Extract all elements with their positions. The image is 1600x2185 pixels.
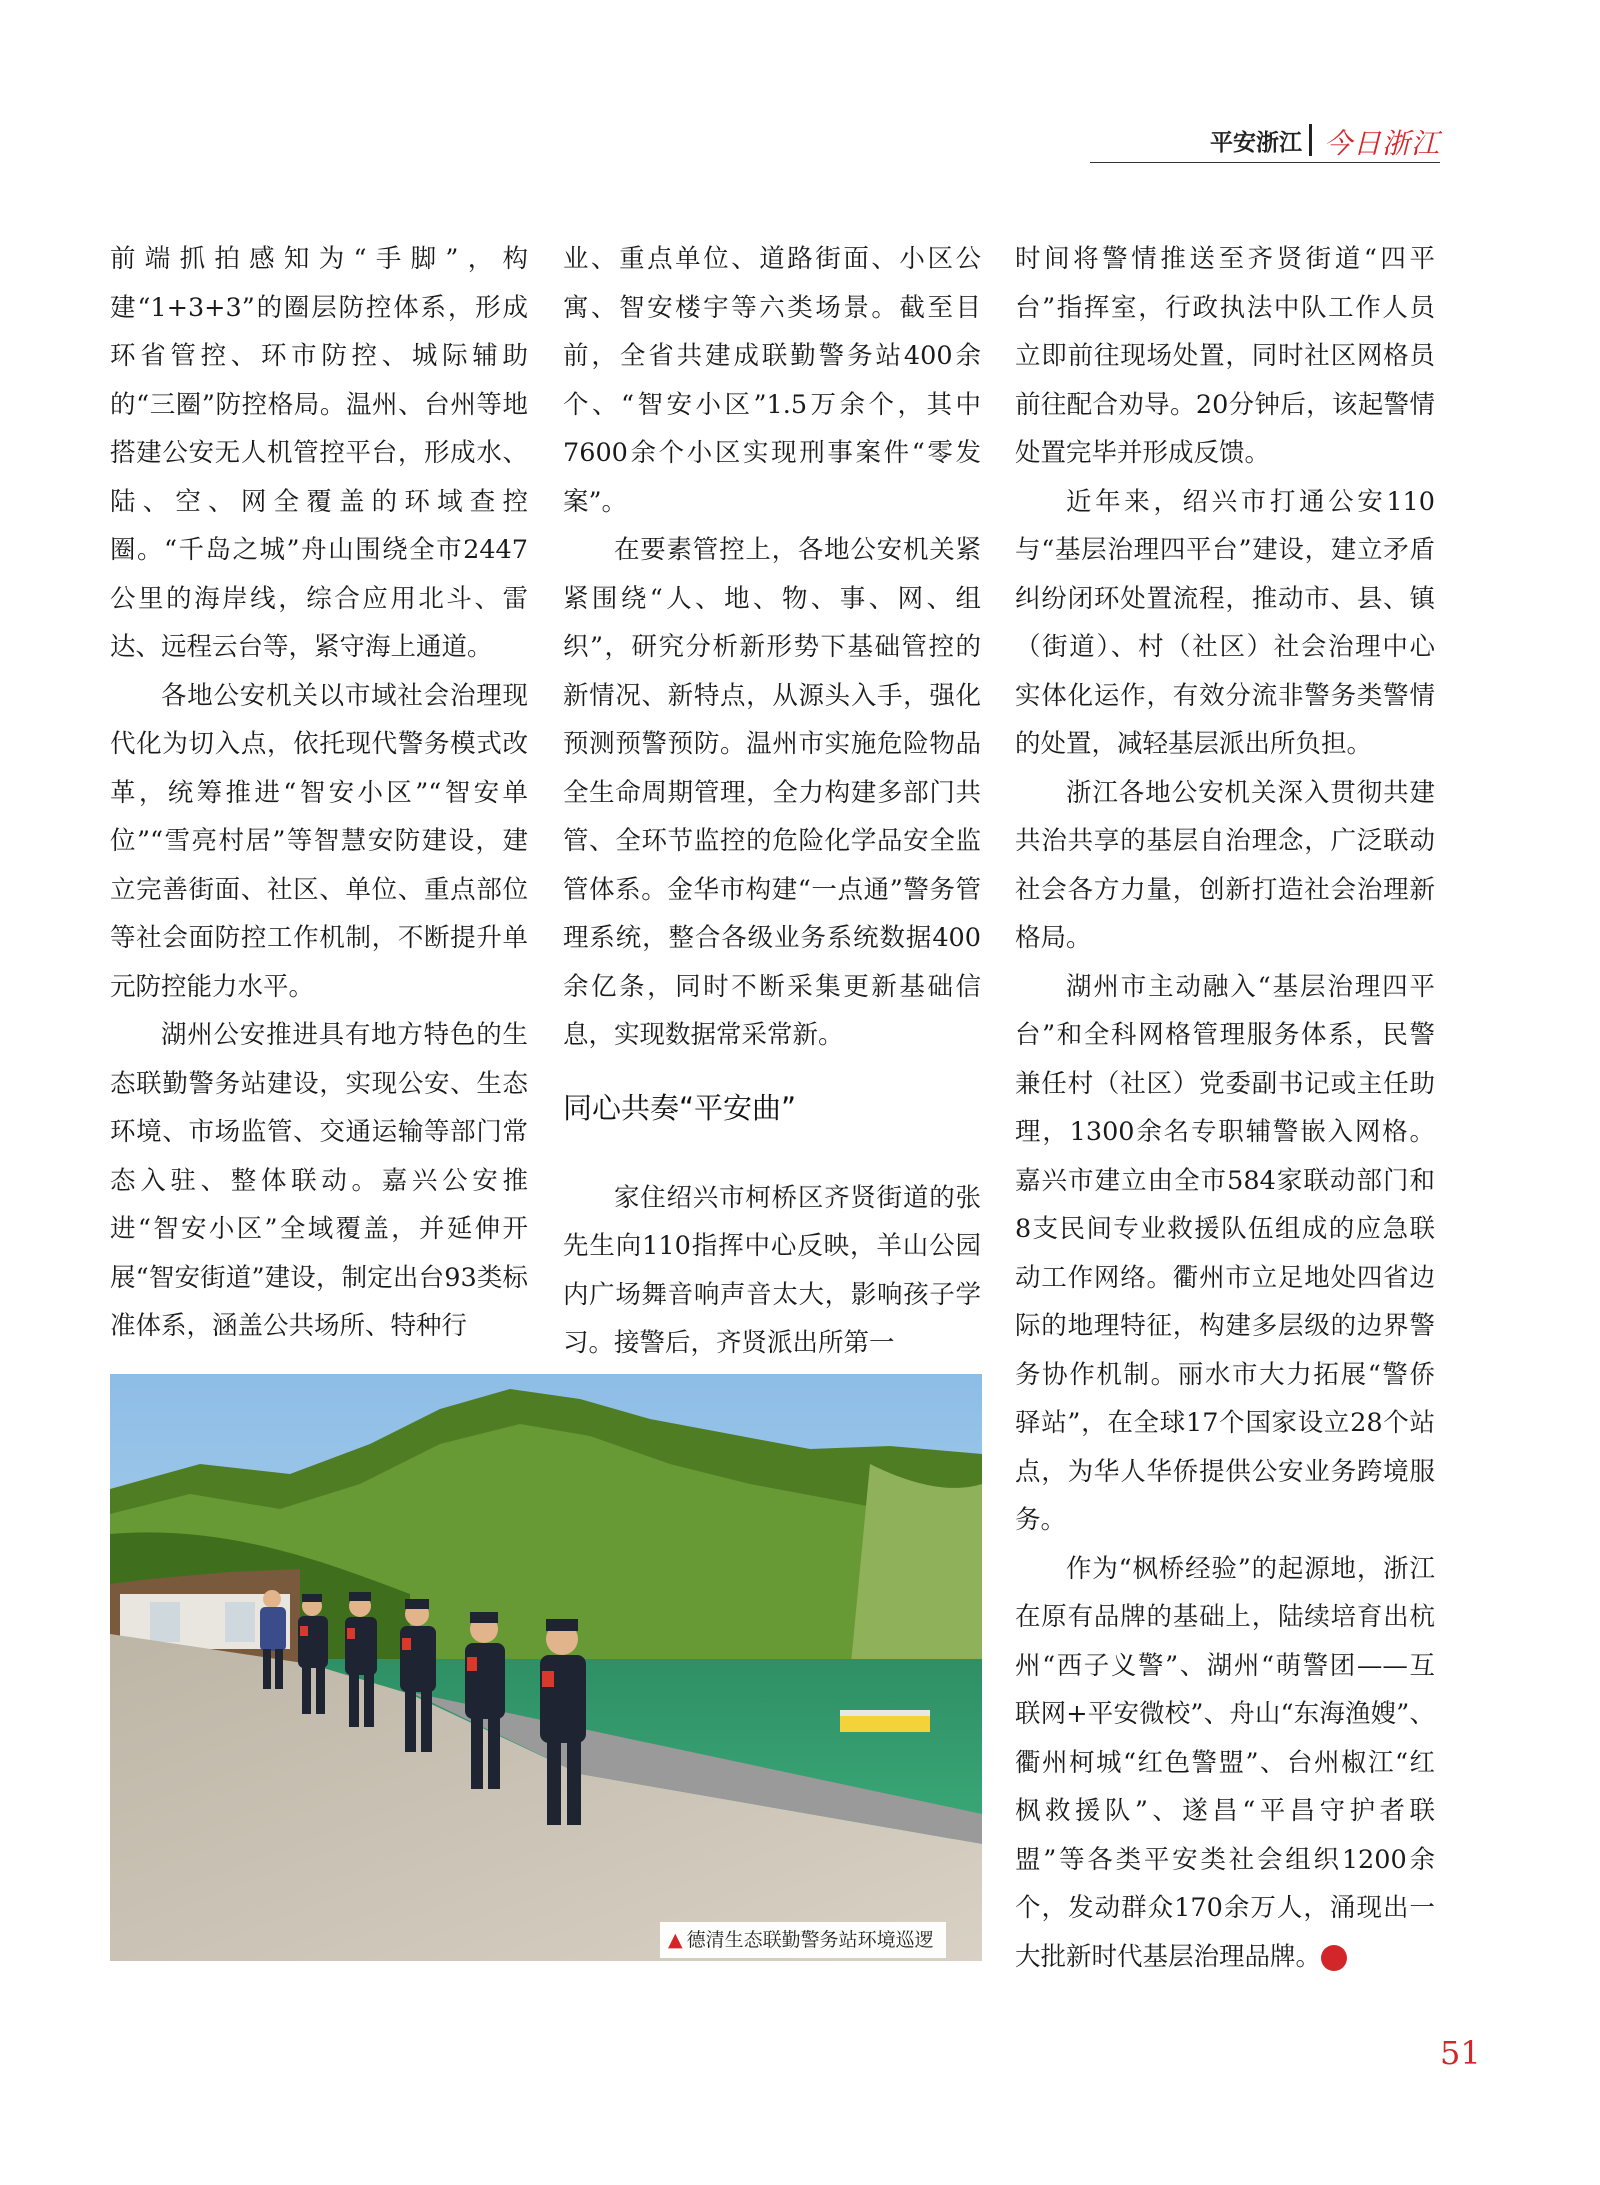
page-header	[1090, 122, 1440, 163]
section-subheading: 同心共奏“平安曲”	[563, 1090, 797, 1125]
paragraph: 业、重点单位、道路街面、小区公寓、智安楼宇等六类场景。截至目前，全省共建成联勤警务站400余个、“智安小区”1.5万余个，其中7600余个小区实现刑事案件“零发案”。	[563, 244, 981, 517]
paragraph: 浙江各地公安机关深入贯彻共建共治共享的基层自治理念，广泛联动社会各方力量，创新打造社会治理新格局。	[1015, 777, 1435, 953]
header-divider	[1309, 124, 1312, 156]
patrol-photo	[110, 1374, 982, 1961]
paragraph: 家住绍兴市柯桥区齐贤街道的张先生向110指挥中心反映，羊山公园内广场舞音响声音太大，影响孩子学习。接警后，齐贤派出所第一	[563, 1182, 981, 1358]
sunlit-trees	[850, 1464, 982, 1674]
paragraph: 时间将警情推送至齐贤街道“四平台”指挥室，行政执法中队工作人员立即前往现场处置，同时社区网格员前往配合劝导。20分钟后，该起警情处置完毕并形成反馈。	[1015, 244, 1435, 468]
paragraph: 在要素管控上，各地公安机关紧紧围绕“人、地、物、事、网、组织”，研究分析新形势下基础管控的新情况、新特点，从源头入手，强化预测预警预防。温州市实施危险物品全生命周期管理，全力构建多部门共管、全环节监控的危险化学品安全监管体系。金华市构建“一点通”警务管理系统，整合各级业务系统数据400余亿条，同时不断采集更新基础信息，实现数据常采常新。	[563, 535, 981, 1050]
page-number: 51	[1440, 2034, 1481, 2072]
paragraph: 前端抓拍感知为“手脚”，构建“1+3+3”的圈层防控体系，形成环省管控、环市防控、城际辅助的“三圈”防控格局。温州、台州等地搭建公安无人机管控平台，形成水、陆、空、网全覆盖的环域查控圈。“千岛之城”舟山围绕全市2447公里的海岸线，综合应用北斗、雷达、远程云台等，紧守海上通道。	[110, 244, 528, 662]
paragraph: 湖州公安推进具有地方特色的生态联勤警务站建设，实现公安、生态环境、市场监管、交通运输等部门常态入驻、整体联动。嘉兴公安推进“智安小区”全域覆盖，并延伸开展“智安街道”建设，制定出台93类标准体系，涵盖公共场所、特种行	[110, 1020, 528, 1341]
paragraph: 湖州市主动融入“基层治理四平台”和全科网格管理服务体系，民警兼任村（社区）党委副书记或主任助理，1300余名专职辅警嵌入网格。嘉兴市建立由全市584家联动部门和8支民间专业救援队伍组成的应急联动工作网络。衢州市立足地处四省边际的地理特征，构建多层级的边界警务协作机制。丽水市大力拓展“警侨驿站”，在全球17个国家设立28个站点，为华人华侨提供公安业务跨境服务。	[1015, 971, 1435, 1535]
triangle-icon: ▲	[668, 1929, 683, 1951]
photo-caption	[660, 1922, 946, 1958]
paragraph-text: 作为“枫桥经验”的起源地，浙江在原有品牌的基础上，陆续培育出杭州“西子义警”、湖州“萌警团——互联网+平安微校”、舟山“东海渔嫂”、衢州柯城“红色警盟”、台州椒江“红枫救援队”、遂昌“平昌守护者联盟”等各类平安类社会组织1200余个，发动群众170余万人，涌现出一大批新时代基层治理品牌。	[1015, 1553, 1435, 1972]
floating-dock	[840, 1714, 930, 1732]
end-mark-icon: 今	[1321, 1945, 1347, 1971]
magazine-logo: 今日浙江	[1323, 127, 1440, 160]
paragraph: 各地公安机关以市域社会治理现代化为切入点，依托现代警务模式改革，统筹推进“智安小区”“智安单位”“雪亮村居”等智慧安防建设，建立完善街面、社区、单位、重点部位等社会面防控工作机制，不断提升单元防控能力水平。	[110, 680, 528, 1002]
paragraph: 近年来，绍兴市打通公安110与“基层治理四平台”建设，建立矛盾纠纷闭环处置流程，推动市、县、镇（街道）、村（社区）社会治理中心实体化运作，有效分流非警务类警情的处置，减轻基层派出所负担。	[1015, 486, 1435, 759]
section-title: 平安浙江	[1210, 130, 1302, 156]
patrol-photo-illustration	[110, 1374, 982, 1961]
paragraph	[1015, 1545, 1435, 1982]
article-column-1	[110, 235, 528, 1351]
article-column-2	[563, 235, 981, 1368]
photo-caption-text: 德清生态联勤警务站环境巡逻	[686, 1929, 934, 1951]
article-column-3	[1015, 235, 1435, 1981]
